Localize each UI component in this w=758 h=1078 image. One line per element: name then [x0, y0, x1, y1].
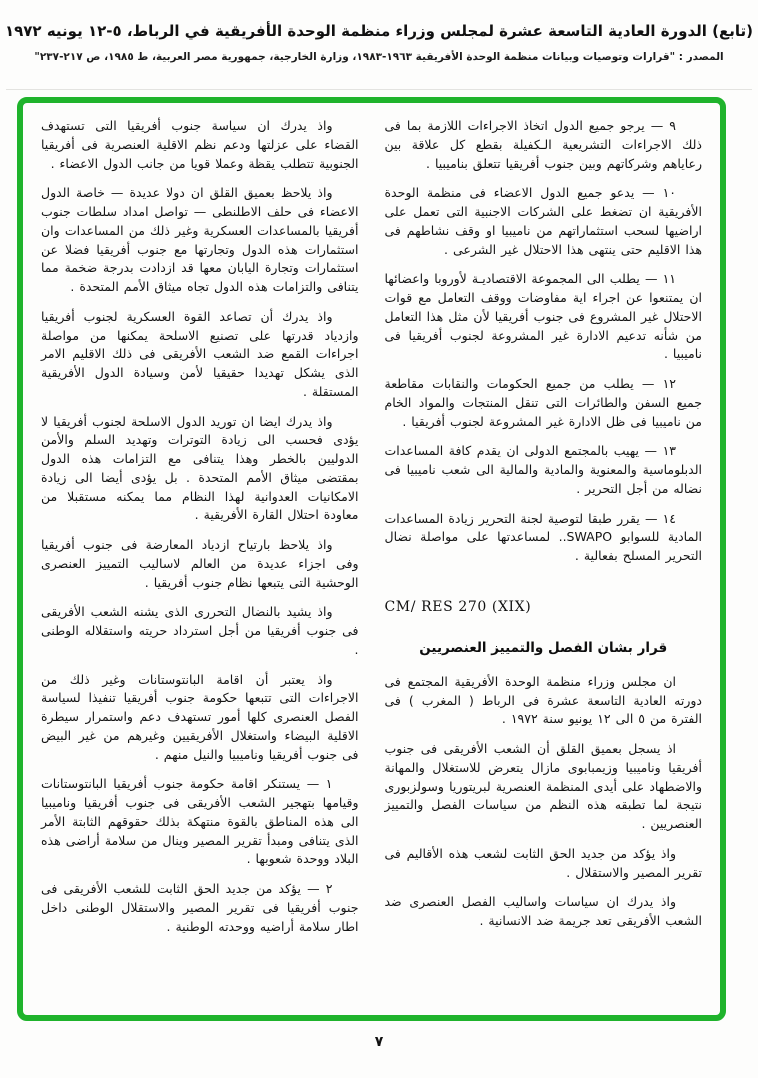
left-column — [41, 117, 359, 1005]
session-title: (تابع) الدورة العادية التاسعة عشرة لمجلس وزراء منظمة الوحدة الأفريقية في الرباط، ٥-١٢ يونيه ١٩٧٢ — [4, 22, 754, 40]
preamble-paragraph: واذ يعتبر أن اقامة البانتوستانات وغير ذلك من الاجراءات التى تتبعها حكومة جنوب أفريقيا تنفيذا لسياسة الفصل العنصرى كلها أمور تستهدف دعم واستمرار سيطرة الاقلية البيضاء واستغلال الأفريقيين وغيرهم من غير البيض فى جنوب أفريقيا وناميبيا والنيل منهم . — [41, 671, 359, 762]
resolution-section-title: قرار بشان الفصل والتمييز العنصريين — [419, 639, 668, 656]
page-number: ٧ — [374, 1034, 384, 1050]
preamble-paragraph: واذ يلاحظ بعميق القلق ان دولا عديدة — خاصة الدول الاعضاء فى حلف الاطلنطى — تواصل امداد سلطات جنوب أفريقيا بالمساعدات العسكرية وغير ذلك من المساعدات وان استثمارات هذه الدول وتجارتها مع جنوب أفريقيا فضلا عن استثمارات وتجارة اليابان معها قد ازدادت بدرجة ضخمة مما يتنافى والتزامات هذه الدول تجاه ميثاق الأمم المتحدة . — [41, 185, 359, 294]
preamble-paragraph: واذ يدرك ان سياسة جنوب أفريقيا التى تستهدف القضاء على عزلتها ودعم نظم الاقلية العنصرية فى أفريقيا الجنوبية تتطلب يقظة وعملا قويا من جانب الدول الاعضاء . — [41, 118, 359, 171]
paragraph-12: ١٢ — يطلب من جميع الحكومات والنقابات مقاطعة جميع السفن والطائرات التى تنقل المنتجات والمواد الخام من ناميبيا فى ظل الادارة غير المشروعة لجنوب أفريقيا . — [384, 376, 702, 429]
page-header — [0, 22, 758, 63]
right-column — [385, 117, 703, 1005]
section-paragraph: واذ يؤكد من جديد الحق الثابت لشعب هذه الأقاليم فى تقرير المصير والاستقلال . — [384, 845, 702, 880]
operative-paragraph-2: ٢ — يؤكد من جديد الحق الثابت للشعب الأفريقى فى جنوب أفريقيا فى تقرير المصير والاستقلال الوطنى داخل اطار سلامة أراضيه ووحدته الوطنية . — [41, 881, 359, 934]
paragraph-10: ١٠ — يدعو جميع الدول الاعضاء فى منظمة الوحدة الأفريقية ان تضغط على الشركات الاجنبية التى تعمل على اراضيها لسحب استثماراتهم من ناميبيا او وقف نشاطهم فى هذا الاقليم حتى ينتهى هذا الاحتلال غير الشرعى . — [384, 185, 702, 257]
resolution-reference-code: CM/ RES 270 (XIX) — [384, 598, 532, 615]
preamble-paragraph: واذ يلاحظ بارتياح ازدياد المعارضة فى جنوب أفريقيا وفى اجزاء عديدة من العالم لاساليب التمييز العنصرى الوحشية التى يتبعها نظام جنوب أفريقيا . — [41, 537, 359, 590]
section-paragraph: اذ يسجل بعميق القلق أن الشعب الأفريقى فى جنوب أفريقيا وناميبيا وزيمبابوى مازال يتعرض للاستغلال والمهانة والاضطهاد على أيدى المنظمة العنصرية لبريتوريا وسولزبورى نتيجة لما تطبقه هذه النظم من سياسات الفصل والتمييز العنصريين . — [384, 741, 702, 831]
paragraph-11: ١١ — يطلب الى المجموعة الاقتصاديـة لأوروبا واعضائها ان يمتنعوا عن اجراء اية مفاوضات ووقف التعامل مع قوات الاحتلال غير المشروع فى جنوب أفريقيا لأن مثل هذا التعامل من شأنه تدعيم الادارة غير المشروعة لجنوب أفريقيا فى ناميبيا . — [384, 271, 702, 362]
source-citation: المصدر : "قرارات وتوصيات وبيانات منظمة الوحدة الأفريقية ١٩٦٣-١٩٨٣، وزارة الخارجية، جمهورية مصر العربية، ط ١٩٨٥، ص ٢١٧-٢٣٧" — [34, 51, 724, 63]
preamble-paragraph: واذ يدرك أن تصاعد القوة العسكرية لجنوب أفريقيا وازدياد قدرتها على تصنيع الاسلحة يمكنها من مواصلة اجراءات القمع ضد الشعب الأفريقى فى ذلك الاقليم الامر الذى يشكل تهديدا حقيقيا لأمن وسيادة الدول الأفريقية المستقلة . — [41, 308, 359, 399]
paragraph-14: ١٤ — يقرر طبقا لتوصية لجنة التحرير زيادة المساعدات المادية للسوابو SWAPO.. لمساعدتها على مواصلة نضال التحرير المسلح بفعالية . — [384, 510, 702, 563]
header-divider — [6, 89, 752, 90]
paragraph-13: ١٣ — يهيب بالمجتمع الدولى ان يقدم كافة المساعدات الدبلوماسية والمعنوية والمادية والمالية الى شعب ناميبيا فى نضاله من أجل التحرير . — [384, 443, 702, 496]
operative-paragraph-1: ١ — يستنكر اقامة حكومة جنوب أفريقيا البانتوستانات وقيامها بتهجير الشعب الأفريقى فى جنوب أفريقيا وناميبيا الى هذه المناطق بالقوة منتهكة بذلك حقوقهم الثابتة الأمر الذى يتنافى ومبدأ تقرير المصير وينال من سلامة أراضى هذه البلاد ووحدة شعوبها . — [41, 776, 359, 867]
preamble-paragraph: واذ يدرك ايضا ان توريد الدول الاسلحة لجنوب أفريقيا لا يؤدى فحسب الى زيادة التوترات وتهديد السلم والأمن الدوليين بالخطر وهذا يتنافى مع التزامات هذه الدول بمقتضى ميثاق الأمم المتحدة . بل يؤدى أيضا الى زيادة الامكانيات العدوانية لهذا النظام مما يمكنه مستقبلا من معاودة احتلال القارة الأفريقية . — [41, 413, 359, 523]
section-paragraph: ان مجلس وزراء منظمة الوحدة الأفريقية المجتمع فى دورته العادية التاسعة عشرة فى الرباط ( المغرب ) فى الفترة من ٥ الى ١٢ يونيو سنة ١٩٧٢ . — [384, 673, 702, 727]
section-paragraph: واذ يدرك ان سياسات واساليب الفصل العنصرى ضد الشعب الأفريقى تعد جريمة ضد الانسانية . — [384, 894, 702, 928]
two-column-layout — [23, 103, 720, 1015]
document-frame — [17, 97, 726, 1021]
paragraph-9: ٩ — يرجو جميع الدول اتخاذ الاجراءات اللازمة بما فى ذلك الاجراءات التشريعية الـكفيلة بقطع كل علاقة بين رعاياهم وشركاتهم وبين جنوب أفريقيا تتعلق بناميبيا . — [384, 118, 702, 171]
preamble-paragraph: واذ يشيد بالنضال التحررى الذى يشنه الشعب الأفريقى فى جنوب أفريقيا من أجل استرداد حريته واستقلاله الوطنى . — [41, 604, 359, 657]
